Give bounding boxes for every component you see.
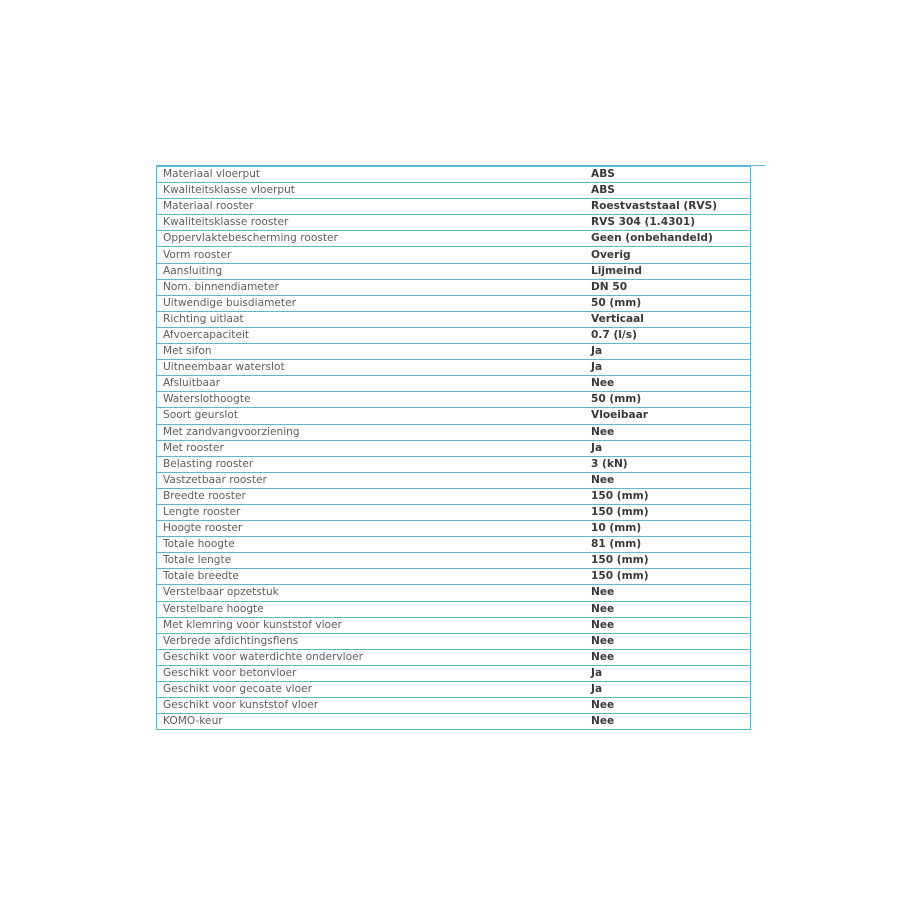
spec-value: Verticaal: [586, 311, 751, 327]
table-row: [157, 376, 751, 392]
table-row: [157, 231, 751, 247]
spec-label: Belasting rooster: [157, 456, 587, 472]
table-row: [157, 247, 751, 263]
spec-label: Richting uitlaat: [157, 311, 587, 327]
spec-value: 150 (mm): [586, 569, 751, 585]
table-row: [157, 698, 751, 714]
spec-label: Geschikt voor gecoate vloer: [157, 682, 587, 698]
table-row: [157, 183, 751, 199]
table-row: [157, 215, 751, 231]
spec-value: Ja: [586, 665, 751, 681]
table-row: [157, 682, 751, 698]
table-row: [157, 279, 751, 295]
spec-value: Lijmeind: [586, 263, 751, 279]
spec-value: Ja: [586, 440, 751, 456]
table-row: [157, 553, 751, 569]
table-row: [157, 440, 751, 456]
spec-value: 0.7 (l/s): [586, 327, 751, 343]
spec-label: Verstelbare hoogte: [157, 601, 587, 617]
table-row: [157, 488, 751, 504]
spec-label: Geschikt voor betonvloer: [157, 665, 587, 681]
spec-value: DN 50: [586, 279, 751, 295]
spec-value: Nee: [586, 714, 751, 730]
table-row: [157, 569, 751, 585]
spec-label: Aansluiting: [157, 263, 587, 279]
spec-label: Totale lengte: [157, 553, 587, 569]
spec-label: Kwaliteitsklasse rooster: [157, 215, 587, 231]
spec-label: KOMO-keur: [157, 714, 587, 730]
table-row: [157, 456, 751, 472]
spec-label: Verbrede afdichtingsflens: [157, 633, 587, 649]
spec-value: Nee: [586, 585, 751, 601]
specifications-table-body: [157, 167, 751, 730]
table-row: [157, 295, 751, 311]
spec-value: Nee: [586, 633, 751, 649]
table-row: [157, 585, 751, 601]
spec-label: Uitneembaar waterslot: [157, 360, 587, 376]
spec-value: Roestvaststaal (RVS): [586, 199, 751, 215]
table-row: [157, 714, 751, 730]
spec-value: Geen (onbehandeld): [586, 231, 751, 247]
table-row: [157, 472, 751, 488]
spec-value: Ja: [586, 682, 751, 698]
spec-value: 3 (kN): [586, 456, 751, 472]
spec-value: Overig: [586, 247, 751, 263]
spec-value: 150 (mm): [586, 488, 751, 504]
table-row: [157, 504, 751, 520]
spec-label: Totale breedte: [157, 569, 587, 585]
table-row: [157, 601, 751, 617]
spec-value: Nee: [586, 424, 751, 440]
spec-label: Nom. binnendiameter: [157, 279, 587, 295]
specifications-table: [156, 166, 751, 730]
spec-label: Materiaal vloerput: [157, 167, 587, 183]
spec-label: Met sifon: [157, 344, 587, 360]
spec-label: Vastzetbaar rooster: [157, 472, 587, 488]
spec-label: Vorm rooster: [157, 247, 587, 263]
spec-value: 10 (mm): [586, 521, 751, 537]
spec-label: Geschikt voor kunststof vloer: [157, 698, 587, 714]
spec-value: RVS 304 (1.4301): [586, 215, 751, 231]
spec-value: Vloeibaar: [586, 408, 751, 424]
spec-label: Geschikt voor waterdichte ondervloer: [157, 649, 587, 665]
spec-label: Met rooster: [157, 440, 587, 456]
spec-value: Ja: [586, 360, 751, 376]
spec-value: Nee: [586, 472, 751, 488]
spec-value: Nee: [586, 617, 751, 633]
table-row: [157, 263, 751, 279]
spec-label: Uitwendige buisdiameter: [157, 295, 587, 311]
table-row: [157, 665, 751, 681]
spec-value: 50 (mm): [586, 392, 751, 408]
table-row: [157, 392, 751, 408]
spec-value: 150 (mm): [586, 553, 751, 569]
spec-label: Breedte rooster: [157, 488, 587, 504]
spec-value: 81 (mm): [586, 537, 751, 553]
spec-label: Kwaliteitsklasse vloerput: [157, 183, 587, 199]
table-row: [157, 649, 751, 665]
spec-label: Afsluitbaar: [157, 376, 587, 392]
table-row: [157, 344, 751, 360]
spec-label: Lengte rooster: [157, 504, 587, 520]
spec-label: Waterslothoogte: [157, 392, 587, 408]
spec-label: Met klemring voor kunststof vloer: [157, 617, 587, 633]
spec-value: Nee: [586, 376, 751, 392]
spec-value: 150 (mm): [586, 504, 751, 520]
spec-label: Hoogte rooster: [157, 521, 587, 537]
spec-label: Oppervlaktebescherming rooster: [157, 231, 587, 247]
spec-value: 50 (mm): [586, 295, 751, 311]
table-row: [157, 424, 751, 440]
spec-label: Soort geurslot: [157, 408, 587, 424]
table-row: [157, 537, 751, 553]
spec-label: Verstelbaar opzetstuk: [157, 585, 587, 601]
spec-value: ABS: [586, 183, 751, 199]
table-row: [157, 617, 751, 633]
spec-label: Materiaal rooster: [157, 199, 587, 215]
spec-value: Nee: [586, 601, 751, 617]
spec-label: Met zandvangvoorziening: [157, 424, 587, 440]
spec-label: Afvoercapaciteit: [157, 327, 587, 343]
table-row: [157, 327, 751, 343]
spec-value: Nee: [586, 649, 751, 665]
table-row: [157, 633, 751, 649]
spec-label: Totale hoogte: [157, 537, 587, 553]
table-row: [157, 521, 751, 537]
table-row: [157, 167, 751, 183]
spec-value: Ja: [586, 344, 751, 360]
spec-value: ABS: [586, 167, 751, 183]
spec-value: Nee: [586, 698, 751, 714]
table-row: [157, 199, 751, 215]
table-row: [157, 408, 751, 424]
table-row: [157, 311, 751, 327]
table-row: [157, 360, 751, 376]
